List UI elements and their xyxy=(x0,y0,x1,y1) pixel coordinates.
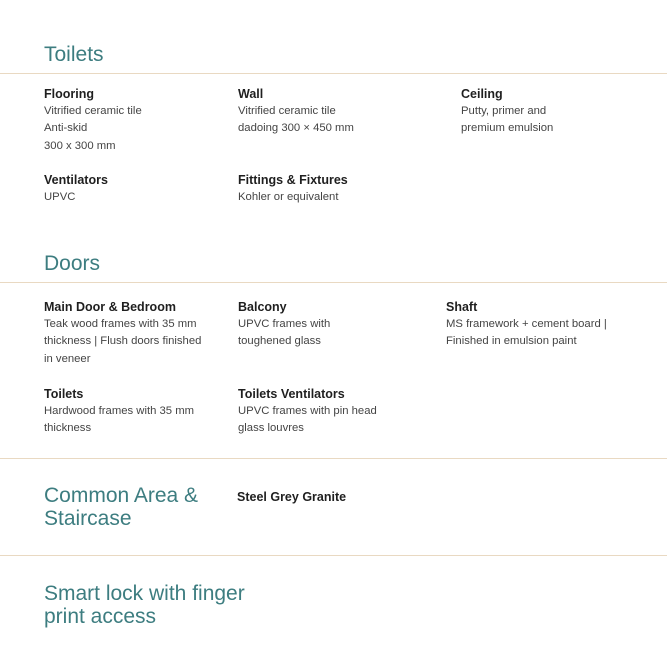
spec-line: Vitrified ceramic tile xyxy=(44,105,142,117)
spec-shaft xyxy=(446,299,607,351)
spec-common-area-value xyxy=(237,489,346,506)
spec-line: UPVC frames with pin head xyxy=(238,405,377,417)
section-title-doors: Doors xyxy=(44,252,101,275)
spec-title: Wall xyxy=(238,87,264,101)
section-title-line: Smart lock with finger xyxy=(44,582,245,605)
spec-line: Putty, primer and xyxy=(461,105,547,117)
spec-title: Main Door & Bedroom xyxy=(44,300,176,314)
spec-title: Ventilators xyxy=(44,173,108,187)
spec-toilets-door xyxy=(44,386,194,438)
spec-line: UPVC frames with xyxy=(238,318,331,330)
spec-ventilators xyxy=(44,172,108,206)
section-title-line: Staircase xyxy=(44,507,132,530)
spec-line: 300 x 300 mm xyxy=(44,139,116,152)
spec-title: Toilets Ventilators xyxy=(238,387,345,401)
spec-title: Shaft xyxy=(446,300,478,314)
spec-wall xyxy=(238,86,354,138)
divider xyxy=(0,73,667,74)
spec-line: glass louvres xyxy=(238,422,304,435)
spec-title: Balcony xyxy=(238,300,287,314)
spec-line: MS framework + cement board | xyxy=(446,318,607,330)
section-title-common-area xyxy=(44,484,198,530)
spec-line: premium emulsion xyxy=(461,122,554,135)
spec-line: thickness | Flush doors finished xyxy=(44,335,202,348)
spec-line: thickness xyxy=(44,422,92,435)
spec-line: Finished in emulsion paint xyxy=(446,335,577,348)
spec-line: toughened glass xyxy=(238,335,321,348)
spec-main-door-bedroom xyxy=(44,299,201,368)
spec-title: Toilets xyxy=(44,387,84,401)
spec-title: Fittings & Fixtures xyxy=(238,173,348,187)
section-title-line: Common Area & xyxy=(44,484,199,507)
spec-title: Ceiling xyxy=(461,87,503,101)
section-title-toilets: Toilets xyxy=(44,43,104,66)
spec-line: Hardwood frames with 35 mm xyxy=(44,405,195,417)
spec-line: Kohler or equivalent xyxy=(238,191,339,203)
spec-line: Vitrified ceramic tile xyxy=(238,105,336,117)
spec-title: Steel Grey Granite xyxy=(237,490,347,504)
spec-line: in veneer xyxy=(44,352,91,365)
spec-fittings-fixtures xyxy=(238,172,348,206)
spec-line: dadoing 300 × 450 mm xyxy=(238,122,354,135)
spec-line: UPVC xyxy=(44,191,76,203)
spec-line: Anti-skid xyxy=(44,122,88,135)
section-title-line: print access xyxy=(44,605,157,628)
spec-ceiling xyxy=(461,86,553,138)
spec-title: Flooring xyxy=(44,87,94,101)
spec-balcony xyxy=(238,299,330,351)
divider xyxy=(0,555,667,556)
section-title-smart-lock xyxy=(44,582,245,628)
spec-line: Teak wood frames with 35 mm xyxy=(44,318,197,330)
divider xyxy=(0,282,667,283)
spec-flooring xyxy=(44,86,142,155)
spec-toilets-ventilators xyxy=(238,386,377,438)
divider xyxy=(0,458,667,459)
